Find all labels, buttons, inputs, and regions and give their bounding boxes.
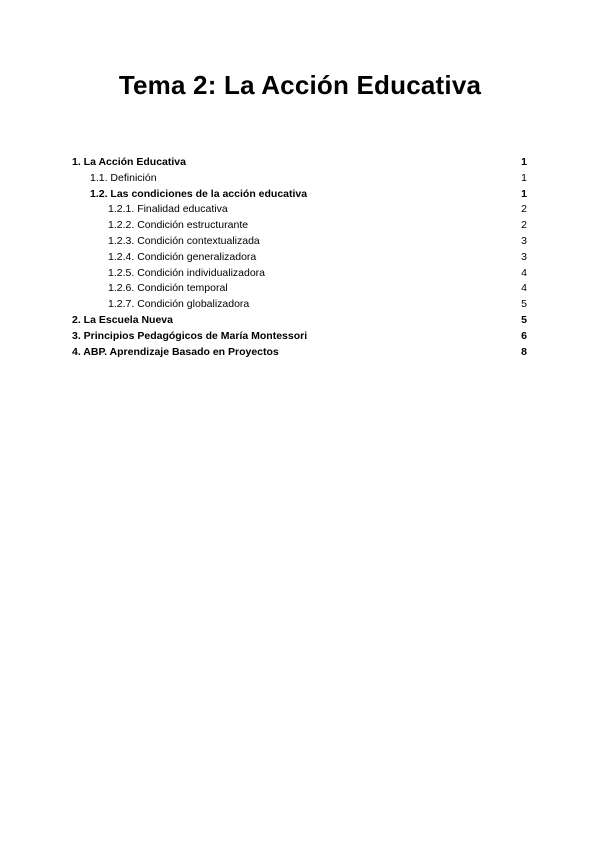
toc-entry[interactable]	[72, 313, 527, 329]
toc-entry-page: 3	[521, 234, 527, 247]
toc-entry-label: 2. La Escuela Nueva	[72, 313, 173, 326]
toc-entry-label: 1.2.6. Condición temporal	[108, 282, 228, 295]
toc-entry-page: 4	[521, 266, 527, 279]
toc-entry-label: 1.1. Definición	[90, 171, 157, 184]
toc-entry-label: 3. Principios Pedagógicos de María Montessori	[72, 329, 308, 342]
toc-entry-page: 6	[521, 329, 527, 342]
toc-entry[interactable]	[72, 281, 527, 297]
toc-entry[interactable]	[72, 218, 527, 234]
toc-entry[interactable]	[72, 345, 527, 361]
toc-entry-label: 1.2.7. Condición globalizadora	[108, 298, 250, 311]
toc-entry-page: 5	[521, 313, 527, 326]
toc-entry-label: 1.2.5. Condición individualizadora	[108, 266, 266, 279]
toc-entry-page: 3	[521, 250, 527, 263]
toc-entry[interactable]	[72, 202, 527, 218]
toc-entry[interactable]	[72, 250, 527, 266]
toc-entry[interactable]	[72, 234, 527, 250]
toc-entry-page: 1	[521, 171, 527, 184]
toc-entry-label: 1.2. Las condiciones de la acción educativa	[90, 187, 308, 200]
toc-entry[interactable]	[72, 266, 527, 282]
toc-entry-label: 1.2.1. Finalidad educativa	[108, 203, 228, 216]
toc-entry-label: 1.2.4. Condición generalizadora	[108, 250, 257, 263]
toc-entry[interactable]	[72, 329, 527, 345]
table-of-contents	[72, 155, 527, 360]
toc-entry-page: 5	[521, 298, 527, 311]
toc-entry[interactable]	[72, 187, 527, 203]
toc-entry-page: 2	[521, 203, 527, 216]
toc-entry-page: 8	[521, 345, 527, 358]
document-title: Tema 2: La Acción Educativa	[118, 70, 482, 100]
toc-entry[interactable]	[72, 155, 527, 171]
toc-entry-label: 1.2.3. Condición contextualizada	[108, 234, 260, 247]
toc-entry-page: 4	[521, 282, 527, 295]
toc-entry-page: 2	[521, 219, 527, 232]
toc-entry[interactable]	[72, 297, 527, 313]
toc-entry-page: 1	[521, 187, 527, 200]
toc-entry[interactable]	[72, 171, 527, 187]
toc-entry-label: 1. La Acción Educativa	[72, 156, 186, 168]
toc-entry-page: 1	[521, 156, 527, 168]
toc-entry-label: 1.2.2. Condición estructurante	[108, 219, 249, 232]
toc-entry-label: 4. ABP. Aprendizaje Basado en Proyectos	[72, 345, 279, 358]
